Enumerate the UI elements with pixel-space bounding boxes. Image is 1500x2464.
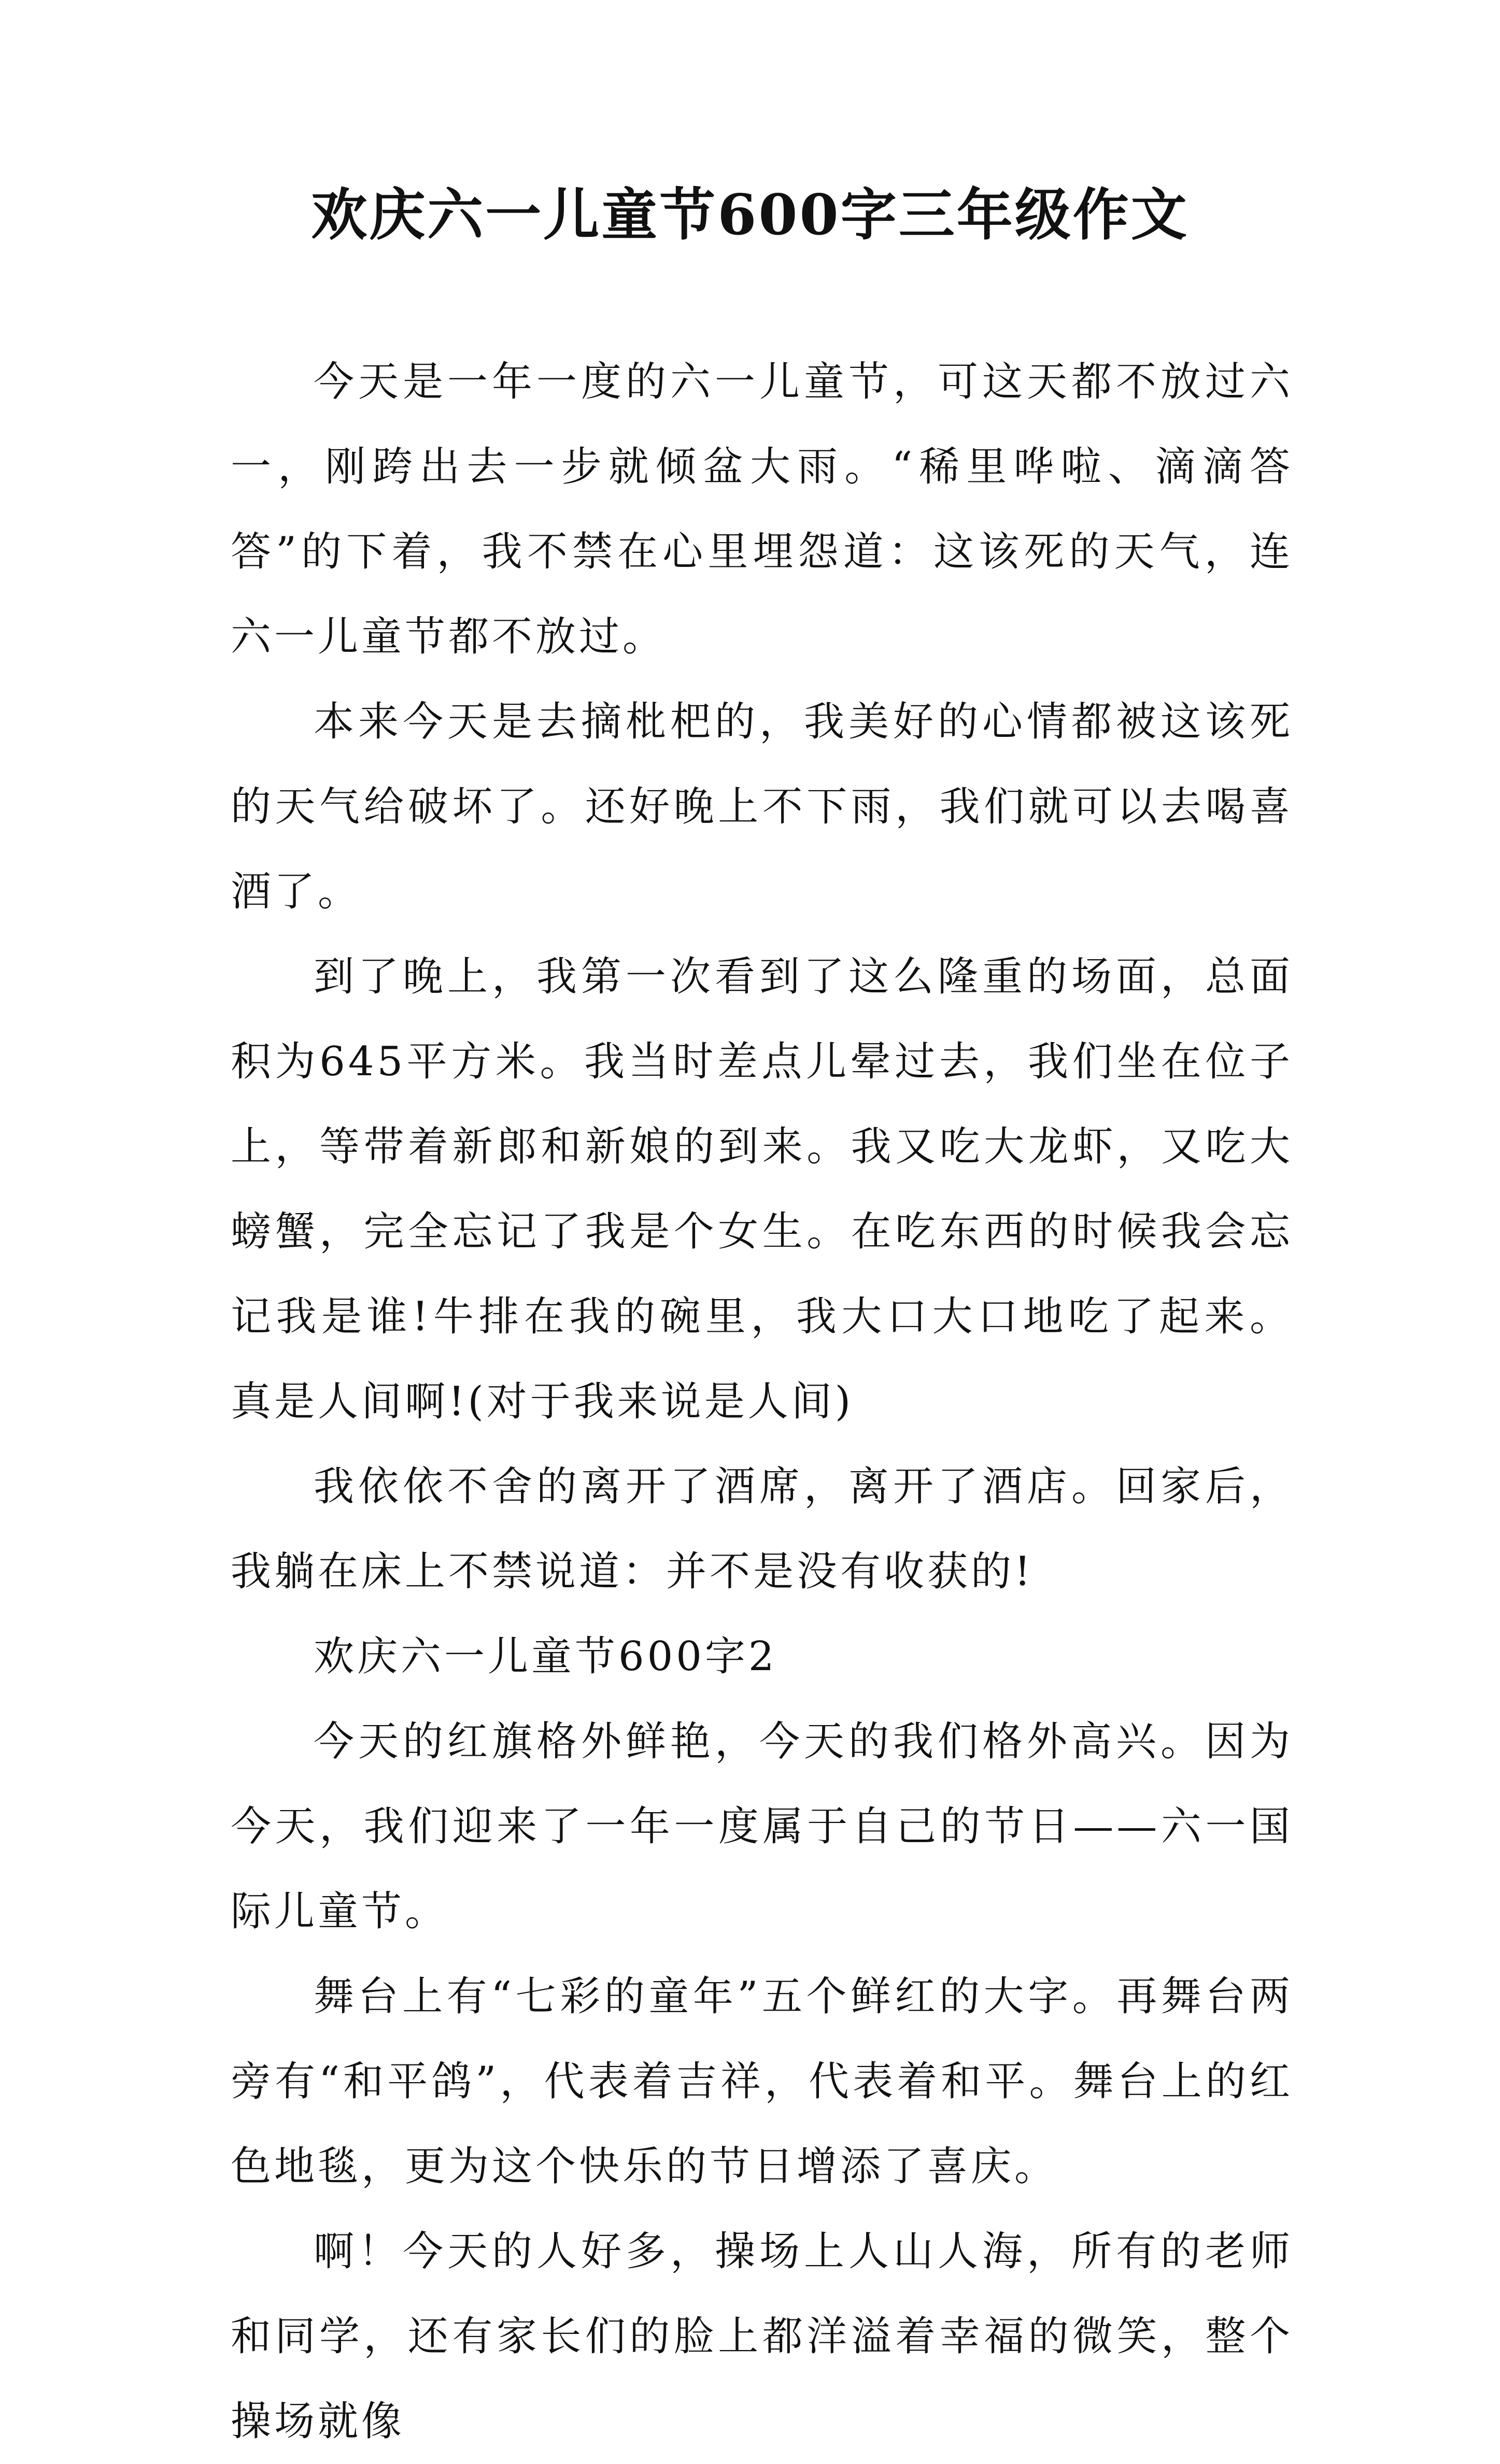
paragraph-5: 今天的红旗格外鲜艳，今天的我们格外高兴。因为今天，我们迎来了一年一度属于自己的节日——六一国际儿童节。 [231,1718,1293,1935]
paragraph-2: 本来今天是去摘枇杷的，我美好的心情都被这该死的天气给破坏了。还好晚上不下雨，我们就可以去喝喜酒了。 [231,699,1293,915]
paragraph-6: 舞台上有“七彩的童年”五个鲜红的大字。再舞台两旁有“和平鸽”，代表着吉祥，代表着和平。舞台上的红色地毯，更为这个快乐的节日增添了喜庆。 [231,1973,1293,2190]
document-title: 欢庆六一儿童节600字三年级作文 [311,182,1189,248]
document-body [231,339,1293,2464]
paragraph-1: 今天是一年一度的六一儿童节，可这天都不放过六一，刚跨出去一步就倾盆大雨。“稀里哗啦、滴滴答答”的下着，我不禁在心里埋怨道：这该死的天气，连六一儿童节都不放过。 [231,359,1293,660]
paragraph-4: 我依依不舍的离开了酒席，离开了酒店。回家后，我躺在床上不禁说道：并不是没有收获的! [231,1463,1293,1595]
paragraph-7: 啊！今天的人好多，操场上人山人海，所有的老师和同学，还有家长们的脸上都洋溢着幸福的微笑，整个操场就像 [231,2228,1293,2445]
section-heading: 欢庆六一儿童节600字2 [314,1633,777,1680]
paragraph-3: 到了晚上，我第一次看到了这么隆重的场面，总面积为645平方米。我当时差点儿晕过去，我们坐在位子上，等带着新郎和新娘的到来。我又吃大龙虾，又吃大螃蟹，完全忘记了我是个女生。在吃东西的时候我会忘记我是谁!牛排在我的碗里，我大口大口地吃了起来。真是人间啊!(对于我来说是人间) [231,953,1293,1425]
